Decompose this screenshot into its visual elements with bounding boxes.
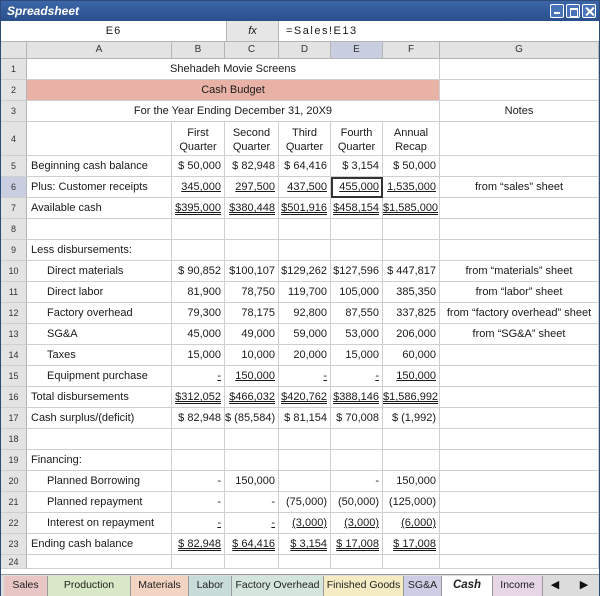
value-text: $420,762 xyxy=(281,391,327,403)
grid-cell[interactable] xyxy=(172,450,225,471)
value-text: - xyxy=(271,496,275,508)
value-cell[interactable] xyxy=(225,198,279,219)
formula-input[interactable]: =Sales!E13 xyxy=(286,25,358,37)
row-header-18[interactable]: 18 xyxy=(1,429,27,450)
row-header-17[interactable]: 17 xyxy=(1,408,27,429)
cell-reference-box[interactable]: E6 xyxy=(1,21,227,41)
value-cell[interactable] xyxy=(225,471,279,492)
value-text: 119,700 xyxy=(288,286,327,298)
column-header-d[interactable]: D xyxy=(279,42,331,59)
title-bar xyxy=(1,1,599,21)
value-text: $ 82,948 xyxy=(178,538,221,550)
value-cell[interactable] xyxy=(279,387,331,408)
value-cell[interactable] xyxy=(172,177,225,198)
note-cell[interactable] xyxy=(440,366,599,387)
value-text: 150,000 xyxy=(235,370,275,382)
value-cell[interactable] xyxy=(225,387,279,408)
sheet-tab-cash[interactable]: Cash xyxy=(442,576,493,596)
row-label[interactable]: Factory overhead xyxy=(27,303,172,324)
column-title-line2: Quarter xyxy=(232,141,271,153)
value-text: 206,000 xyxy=(396,328,436,340)
value-cell[interactable] xyxy=(279,471,331,492)
next-sheet-icon[interactable]: ▶ xyxy=(579,579,589,591)
value-text: - xyxy=(217,475,221,487)
grid-cell[interactable] xyxy=(440,122,599,156)
value-text: $458,154 xyxy=(333,202,379,214)
sheet-tab-sg-a[interactable]: SG&A xyxy=(404,576,442,596)
row-label[interactable]: Interest on repayment xyxy=(27,513,172,534)
grid-cell[interactable] xyxy=(27,555,172,569)
note-cell[interactable] xyxy=(440,513,599,534)
grid-cell[interactable] xyxy=(172,219,225,240)
note-cell[interactable]: from “SG&A” sheet xyxy=(440,324,599,345)
value-cell[interactable] xyxy=(279,324,331,345)
value-text: $466,032 xyxy=(229,391,275,403)
value-cell[interactable] xyxy=(279,492,331,513)
value-text: $312,052 xyxy=(175,391,221,403)
note-cell[interactable] xyxy=(440,345,599,366)
grid-cell[interactable] xyxy=(279,240,331,261)
value-text: $ 17,008 xyxy=(393,538,436,550)
column-title-5[interactable] xyxy=(383,122,440,156)
select-all-corner[interactable] xyxy=(1,42,27,59)
value-cell[interactable] xyxy=(331,261,383,282)
column-title-2[interactable] xyxy=(225,122,279,156)
grid-cell[interactable] xyxy=(331,555,383,569)
row-label[interactable]: Ending cash balance xyxy=(27,534,172,555)
column-title-line1: Second xyxy=(232,127,271,139)
value-text: - xyxy=(323,370,327,382)
value-text: (3,000) xyxy=(292,517,327,529)
value-text: $ 64,416 xyxy=(284,160,327,172)
value-text: $ 82,948 xyxy=(178,412,221,424)
value-cell[interactable] xyxy=(383,387,440,408)
value-cell[interactable] xyxy=(331,345,383,366)
value-cell[interactable] xyxy=(279,534,331,555)
grid-cell[interactable] xyxy=(440,240,599,261)
value-cell[interactable] xyxy=(172,471,225,492)
value-text: 345,000 xyxy=(181,181,221,193)
value-cell[interactable] xyxy=(225,513,279,534)
value-cell[interactable] xyxy=(279,345,331,366)
row-label[interactable]: Taxes xyxy=(27,345,172,366)
value-cell[interactable] xyxy=(172,513,225,534)
note-cell[interactable]: from “labor” sheet xyxy=(440,282,599,303)
column-title-line1: Fourth xyxy=(340,127,373,139)
value-cell[interactable] xyxy=(172,345,225,366)
row-header-2[interactable]: 2 xyxy=(1,80,27,101)
value-text: - xyxy=(217,517,221,529)
value-cell[interactable] xyxy=(331,408,383,429)
grid-cell[interactable] xyxy=(279,450,331,471)
value-cell[interactable] xyxy=(279,303,331,324)
row-header-13[interactable]: 13 xyxy=(1,324,27,345)
value-text: 59,000 xyxy=(293,328,327,340)
value-cell[interactable] xyxy=(331,492,383,513)
grid-cell[interactable] xyxy=(172,555,225,569)
value-cell[interactable] xyxy=(331,471,383,492)
value-cell[interactable] xyxy=(172,282,225,303)
value-cell[interactable] xyxy=(172,366,225,387)
sheet-title[interactable]: Shehadeh Movie Screens xyxy=(27,59,440,80)
note-cell[interactable] xyxy=(440,534,599,555)
close-icon[interactable] xyxy=(582,4,596,18)
value-cell[interactable] xyxy=(331,513,383,534)
grid-cell[interactable] xyxy=(440,450,599,471)
value-cell[interactable] xyxy=(331,156,383,177)
column-header-e[interactable]: E xyxy=(331,42,383,59)
value-cell[interactable] xyxy=(279,198,331,219)
row-label[interactable]: Cash surplus/(deficit) xyxy=(27,408,172,429)
row-header-12[interactable]: 12 xyxy=(1,303,27,324)
row-label[interactable]: SG&A xyxy=(27,324,172,345)
grid-cell[interactable] xyxy=(331,429,383,450)
value-text: 437,500 xyxy=(287,181,327,193)
row-header-10[interactable]: 10 xyxy=(1,261,27,282)
value-cell[interactable] xyxy=(225,303,279,324)
value-text: 1,535,000 xyxy=(387,181,436,193)
value-cell[interactable] xyxy=(383,198,440,219)
maximize-icon[interactable] xyxy=(566,4,580,18)
minimize-icon[interactable] xyxy=(550,4,564,18)
value-text: 45,000 xyxy=(187,328,221,340)
column-title-line1: First xyxy=(187,127,209,139)
column-header-g[interactable]: G xyxy=(440,42,599,59)
note-cell[interactable] xyxy=(440,387,599,408)
value-cell[interactable] xyxy=(279,408,331,429)
grid-cell[interactable] xyxy=(383,450,440,471)
grid-cell[interactable] xyxy=(440,555,599,569)
value-cell[interactable] xyxy=(225,345,279,366)
grid-cell[interactable] xyxy=(172,429,225,450)
row-header-11[interactable]: 11 xyxy=(1,282,27,303)
column-title-1[interactable] xyxy=(172,122,225,156)
grid-cell[interactable] xyxy=(383,429,440,450)
column-title-4[interactable] xyxy=(331,122,383,156)
value-text: $ 50,000 xyxy=(393,160,436,172)
value-cell[interactable] xyxy=(383,492,440,513)
value-cell[interactable] xyxy=(383,534,440,555)
value-cell[interactable] xyxy=(225,408,279,429)
column-title-line2: Quarter xyxy=(337,141,376,153)
column-header-a[interactable]: A xyxy=(27,42,172,59)
notes-header[interactable]: Notes xyxy=(440,101,599,122)
note-cell[interactable] xyxy=(440,492,599,513)
grid-cell[interactable] xyxy=(225,219,279,240)
row-header-20[interactable]: 20 xyxy=(1,471,27,492)
value-text: - xyxy=(217,496,221,508)
column-header-c[interactable]: C xyxy=(225,42,279,59)
value-cell[interactable] xyxy=(172,156,225,177)
row-header-22[interactable]: 22 xyxy=(1,513,27,534)
sheet-tab-bar xyxy=(1,574,599,596)
row-header-1[interactable]: 1 xyxy=(1,59,27,80)
value-cell[interactable] xyxy=(383,303,440,324)
row-label[interactable]: Planned repayment xyxy=(27,492,172,513)
value-text: $1,586,992 xyxy=(383,391,439,403)
value-text: - xyxy=(271,517,275,529)
sheet-tab-sales[interactable]: Sales xyxy=(4,576,48,596)
value-text: 150,000 xyxy=(396,475,436,487)
value-cell[interactable] xyxy=(383,282,440,303)
app-title: Spreadsheet xyxy=(7,4,80,18)
row-header-5[interactable]: 5 xyxy=(1,156,27,177)
grid-cell[interactable] xyxy=(440,80,599,101)
value-cell[interactable] xyxy=(331,324,383,345)
value-text: (3,000) xyxy=(344,517,379,529)
row-label[interactable]: Planned Borrowing xyxy=(27,471,172,492)
note-cell[interactable] xyxy=(440,198,599,219)
grid-cell[interactable] xyxy=(225,240,279,261)
sheet-tab-labor[interactable]: Labor xyxy=(189,576,232,596)
row-header-24[interactable]: 24 xyxy=(1,555,27,569)
grid-cell[interactable] xyxy=(279,429,331,450)
value-text: 337,825 xyxy=(396,307,436,319)
value-cell[interactable] xyxy=(383,324,440,345)
value-cell[interactable] xyxy=(331,198,383,219)
value-cell[interactable] xyxy=(331,387,383,408)
value-text: 49,000 xyxy=(241,328,275,340)
value-cell[interactable] xyxy=(172,303,225,324)
value-text: 15,000 xyxy=(345,349,379,361)
row-header-7[interactable]: 7 xyxy=(1,198,27,219)
value-cell[interactable] xyxy=(331,282,383,303)
fx-icon[interactable]: fx xyxy=(227,21,279,41)
formula-bar xyxy=(1,21,599,42)
value-text: 455,000 xyxy=(339,181,379,193)
grid-cell[interactable] xyxy=(383,240,440,261)
value-cell[interactable] xyxy=(383,345,440,366)
value-cell[interactable] xyxy=(172,387,225,408)
value-text: - xyxy=(375,475,379,487)
column-title-line1: Annual xyxy=(393,127,429,139)
value-text: $ 3,154 xyxy=(290,538,327,550)
grid-cell[interactable] xyxy=(383,219,440,240)
column-title-line2: Recap xyxy=(395,141,427,153)
value-text: $ 82,948 xyxy=(232,160,275,172)
column-title-3[interactable] xyxy=(279,122,331,156)
grid-cell[interactable] xyxy=(27,122,172,156)
value-text: 81,900 xyxy=(187,286,221,298)
value-text: (75,000) xyxy=(286,496,327,508)
value-cell[interactable] xyxy=(172,408,225,429)
value-cell[interactable] xyxy=(279,261,331,282)
row-header-4[interactable]: 4 xyxy=(1,122,27,156)
row-header-16[interactable]: 16 xyxy=(1,387,27,408)
note-cell[interactable]: from “materials” sheet xyxy=(440,261,599,282)
value-text: 60,000 xyxy=(402,349,436,361)
value-cell[interactable] xyxy=(383,471,440,492)
value-text: (50,000) xyxy=(338,496,379,508)
sheet-tab-factory-overhead[interactable]: Factory Overhead xyxy=(232,576,324,596)
value-cell[interactable] xyxy=(225,282,279,303)
value-text: $ (1,992) xyxy=(391,412,436,424)
value-text: 15,000 xyxy=(187,349,221,361)
value-text: $129,262 xyxy=(281,265,327,277)
value-text: $ 50,000 xyxy=(178,160,221,172)
value-text: $ 90,852 xyxy=(178,265,221,277)
value-text: $ 64,416 xyxy=(232,538,275,550)
value-cell[interactable] xyxy=(225,177,279,198)
value-cell[interactable] xyxy=(383,177,440,198)
prev-sheet-icon[interactable]: ◀ xyxy=(550,579,560,591)
grid-cell[interactable] xyxy=(383,555,440,569)
active-cell-e6[interactable] xyxy=(331,177,383,198)
value-cell[interactable] xyxy=(331,303,383,324)
value-text: $127,596 xyxy=(333,265,379,277)
grid-cell[interactable] xyxy=(440,219,599,240)
value-text: 150,000 xyxy=(235,475,275,487)
value-text: 385,350 xyxy=(396,286,436,298)
value-text: 87,550 xyxy=(345,307,379,319)
row-label[interactable]: Less disbursements: xyxy=(27,240,172,261)
value-cell[interactable] xyxy=(172,492,225,513)
row-label[interactable]: Beginning cash balance xyxy=(27,156,172,177)
grid-cell[interactable] xyxy=(225,429,279,450)
value-text: 78,175 xyxy=(241,307,275,319)
value-text: 79,300 xyxy=(187,307,221,319)
value-text: 105,000 xyxy=(339,286,379,298)
value-text: 20,000 xyxy=(293,349,327,361)
grid-cell[interactable] xyxy=(440,429,599,450)
value-cell[interactable] xyxy=(225,534,279,555)
column-header-b[interactable]: B xyxy=(172,42,225,59)
value-cell[interactable] xyxy=(279,513,331,534)
row-header-6[interactable]: 6 xyxy=(1,177,27,198)
row-header-23[interactable]: 23 xyxy=(1,534,27,555)
value-text: $ 81,154 xyxy=(284,412,327,424)
value-text: $ 17,008 xyxy=(336,538,379,550)
value-text: 297,500 xyxy=(235,181,275,193)
grid-cell[interactable] xyxy=(225,555,279,569)
grid-cell[interactable] xyxy=(172,240,225,261)
value-text: (6,000) xyxy=(401,517,436,529)
row-label[interactable]: Direct materials xyxy=(27,261,172,282)
sheet-tab-production[interactable]: Production xyxy=(48,576,131,596)
row-label[interactable]: Plus: Customer receipts xyxy=(27,177,172,198)
row-label[interactable]: Direct labor xyxy=(27,282,172,303)
value-cell[interactable] xyxy=(225,156,279,177)
note-cell[interactable] xyxy=(440,471,599,492)
value-text: $ 3,154 xyxy=(342,160,379,172)
row-header-8[interactable]: 8 xyxy=(1,219,27,240)
column-title-line2: Quarter xyxy=(285,141,324,153)
value-cell[interactable] xyxy=(331,534,383,555)
grid-cell[interactable] xyxy=(279,555,331,569)
value-cell[interactable] xyxy=(225,492,279,513)
sheet-subtitle[interactable]: Cash Budget xyxy=(27,80,440,101)
value-cell[interactable] xyxy=(383,261,440,282)
row-label[interactable]: Equipment purchase xyxy=(27,366,172,387)
grid-cell[interactable] xyxy=(440,59,599,80)
sheet-period[interactable]: For the Year Ending December 31, 20X9 xyxy=(27,101,440,122)
sheet-tab-materials[interactable]: Materials xyxy=(131,576,189,596)
value-cell[interactable] xyxy=(279,366,331,387)
grid-cell[interactable] xyxy=(331,219,383,240)
note-cell[interactable]: from “sales” sheet xyxy=(440,177,599,198)
value-cell[interactable] xyxy=(172,324,225,345)
value-text: $501,916 xyxy=(281,202,327,214)
column-header-f[interactable]: F xyxy=(383,42,440,59)
value-text: $100,107 xyxy=(229,265,275,277)
value-cell[interactable] xyxy=(383,513,440,534)
note-cell[interactable]: from “factory overhead” sheet xyxy=(440,303,599,324)
value-cell[interactable] xyxy=(383,408,440,429)
column-title-line1: Third xyxy=(291,127,318,139)
grid-cell[interactable] xyxy=(331,240,383,261)
row-header-21[interactable]: 21 xyxy=(1,492,27,513)
value-text: $ (85,584) xyxy=(225,412,276,424)
value-text: $1,585,000 xyxy=(383,202,439,214)
value-cell[interactable] xyxy=(279,282,331,303)
value-text: - xyxy=(375,370,379,382)
value-text: $388,146 xyxy=(333,391,379,403)
value-cell[interactable] xyxy=(225,324,279,345)
grid-cell[interactable] xyxy=(331,450,383,471)
value-text: $ 447,817 xyxy=(387,265,436,277)
value-cell[interactable] xyxy=(225,261,279,282)
value-cell[interactable] xyxy=(383,156,440,177)
value-text: 10,000 xyxy=(241,349,275,361)
grid-cell[interactable] xyxy=(27,429,172,450)
value-cell[interactable] xyxy=(172,198,225,219)
grid-cell[interactable] xyxy=(279,219,331,240)
row-label[interactable]: Financing: xyxy=(27,450,172,471)
value-text: 150,000 xyxy=(396,370,436,382)
value-cell[interactable] xyxy=(225,366,279,387)
row-label[interactable]: Total disbursements xyxy=(27,387,172,408)
value-cell[interactable] xyxy=(172,261,225,282)
note-cell[interactable] xyxy=(440,156,599,177)
value-cell[interactable] xyxy=(279,177,331,198)
row-header-3[interactable]: 3 xyxy=(1,101,27,122)
value-text: $ 70,008 xyxy=(336,412,379,424)
row-header-9[interactable]: 9 xyxy=(1,240,27,261)
grid-cell[interactable] xyxy=(225,450,279,471)
value-text: - xyxy=(217,370,221,382)
value-cell[interactable] xyxy=(331,366,383,387)
grid-cell[interactable] xyxy=(27,219,172,240)
value-cell[interactable] xyxy=(279,156,331,177)
value-text: 92,800 xyxy=(293,307,327,319)
row-header-14[interactable]: 14 xyxy=(1,345,27,366)
value-text: $380,448 xyxy=(229,202,275,214)
value-cell[interactable] xyxy=(383,366,440,387)
value-text: $395,000 xyxy=(175,202,221,214)
value-cell[interactable] xyxy=(172,534,225,555)
row-header-19[interactable]: 19 xyxy=(1,450,27,471)
column-title-line2: Quarter xyxy=(179,141,217,153)
value-text: 53,000 xyxy=(345,328,379,340)
value-text: 78,750 xyxy=(241,286,275,298)
row-header-15[interactable]: 15 xyxy=(1,366,27,387)
note-cell[interactable] xyxy=(440,408,599,429)
row-label[interactable]: Available cash xyxy=(27,198,172,219)
value-text: (125,000) xyxy=(388,496,436,508)
sheet-tab-finished-goods[interactable]: Finished Goods xyxy=(324,576,404,596)
sheet-tab-income[interactable]: Income xyxy=(493,576,543,596)
